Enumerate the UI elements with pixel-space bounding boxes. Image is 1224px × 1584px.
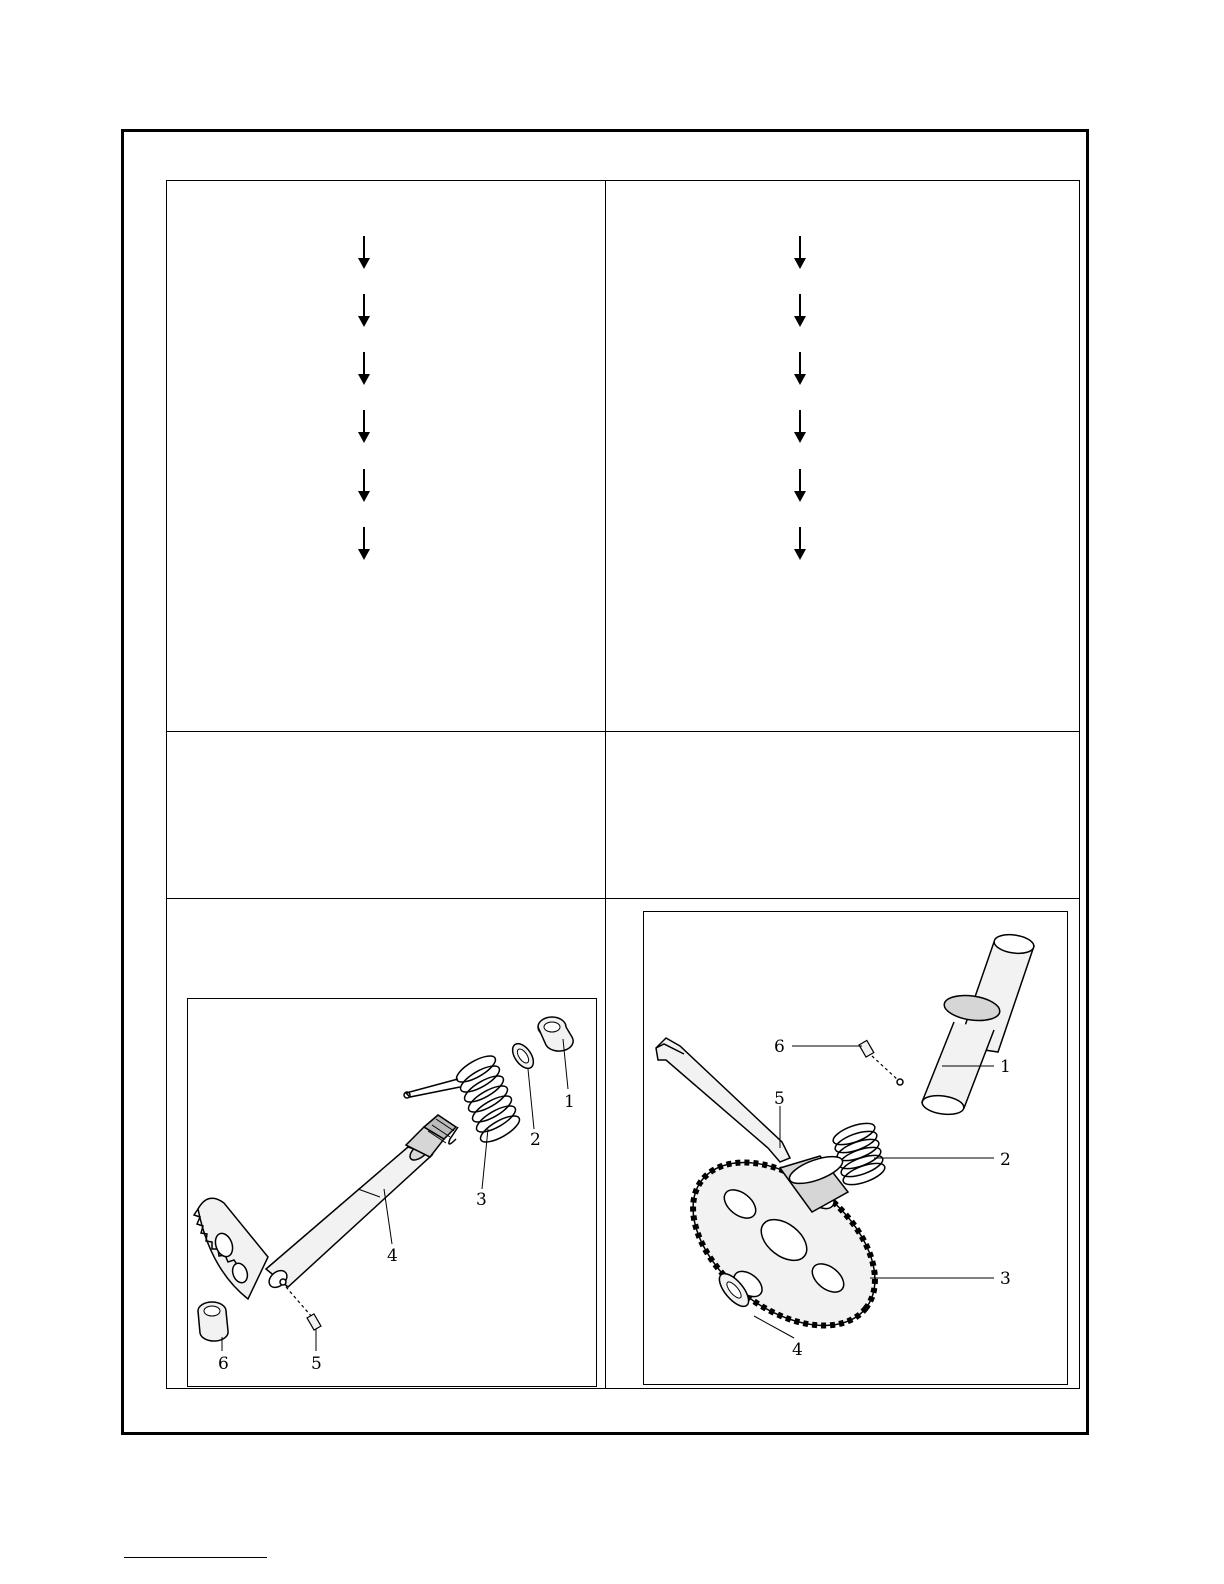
- table-column-divider: [605, 180, 606, 1389]
- callout-label: 6: [774, 1037, 785, 1057]
- kick-spindle-assembly-illustration: [188, 999, 596, 1386]
- flow-arrow-down-icon: [354, 410, 374, 444]
- flow-arrow-down-icon: [790, 469, 810, 503]
- callout-leaders: [222, 1039, 568, 1351]
- washer-part-illustration: [508, 1040, 537, 1072]
- bushing-part-illustration: [538, 1017, 573, 1051]
- footer-rule: [124, 1557, 267, 1558]
- flow-arrow-down-icon: [790, 410, 810, 444]
- flow-arrow-down-icon: [790, 236, 810, 270]
- callout-label: 5: [311, 1354, 322, 1374]
- left-exploded-diagram: [187, 998, 597, 1387]
- callout-label: 6: [218, 1354, 229, 1374]
- right-exploded-diagram: [643, 911, 1068, 1385]
- callout-label: 4: [387, 1246, 398, 1266]
- shaft-part-illustration: [897, 932, 1035, 1117]
- flow-arrow-down-icon: [354, 294, 374, 328]
- flow-arrow-down-icon: [354, 236, 374, 270]
- lever-part-illustration: [656, 1038, 790, 1162]
- gear-segment-illustration: [194, 1198, 268, 1299]
- callout-label: 5: [774, 1089, 785, 1109]
- callout-label: 3: [1000, 1269, 1011, 1289]
- flow-arrow-down-icon: [790, 294, 810, 328]
- pin-part-illustration: [859, 1040, 898, 1080]
- callout-label: 1: [564, 1092, 575, 1112]
- callout-label: 3: [476, 1190, 487, 1210]
- driven-gear-assembly-illustration: [644, 912, 1067, 1384]
- flow-arrow-down-icon: [790, 527, 810, 561]
- bushing-part-illustration: [198, 1302, 228, 1341]
- callout-label: 2: [1000, 1150, 1011, 1170]
- table-row-divider-2: [166, 898, 1080, 899]
- spindle-shaft-illustration: [266, 1115, 456, 1291]
- flow-arrow-down-icon: [354, 469, 374, 503]
- callout-label: 1: [1000, 1057, 1011, 1077]
- callout-label: 2: [530, 1130, 541, 1150]
- callout-label: 4: [792, 1340, 803, 1360]
- spring-part-illustration: [831, 1119, 888, 1189]
- flow-arrow-down-icon: [790, 352, 810, 386]
- flow-arrow-down-icon: [354, 527, 374, 561]
- flow-arrow-down-icon: [354, 352, 374, 386]
- pin-part-illustration: [286, 1287, 321, 1330]
- table-row-divider-1: [166, 731, 1080, 732]
